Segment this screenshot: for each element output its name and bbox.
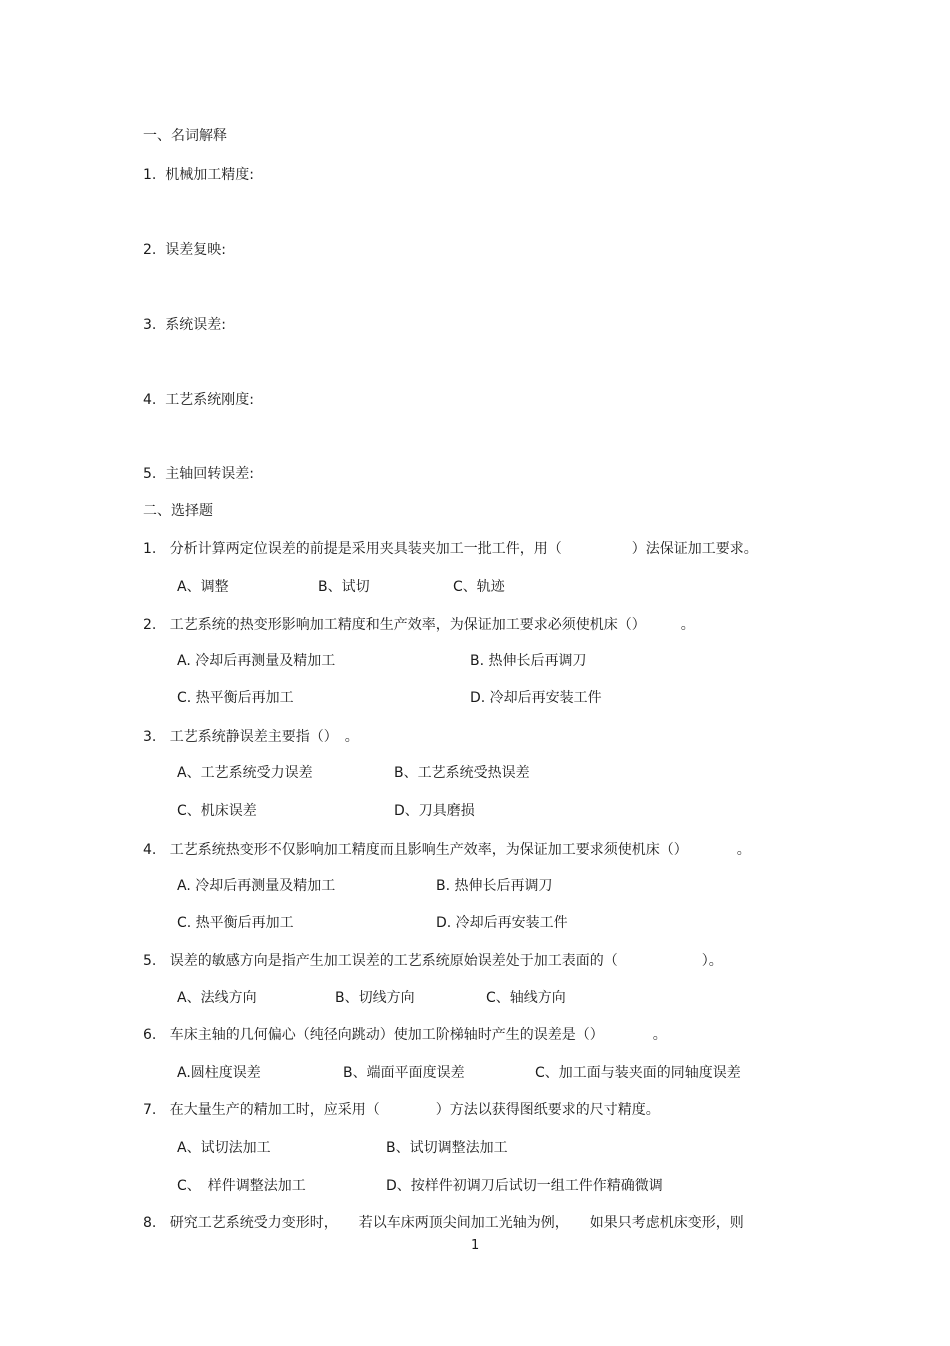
question-text: 在大量生产的精加工时，应采用（ ）方法以获得图纸要求的尺寸精度。 (169, 1102, 660, 1118)
option-c: C、加工面与装夹面的同轴度误差 (535, 1065, 741, 1081)
option-c: C、 样件调整法加工 (177, 1178, 306, 1194)
question-number: 3. (143, 729, 157, 745)
option-a: A、试切法加工 (177, 1140, 271, 1156)
option-b: B、试切调整法加工 (386, 1140, 508, 1156)
option-d: D、按样件初调刀后试切一组工件作精确微调 (386, 1178, 663, 1194)
section-heading: 二、选择题 (143, 503, 213, 519)
option-a: A. 冷却后再测量及精加工 (177, 653, 336, 669)
question-number: 1. (143, 541, 157, 557)
term-item (143, 241, 226, 259)
option-d: D. 冷却后再安装工件 (436, 915, 568, 931)
question-text: 工艺系统热变形不仅影响加工精度而且影响生产效率，为保证加工要求须使机床（） 。 (169, 842, 751, 858)
option-c: C. 热平衡后再加工 (177, 915, 294, 931)
question (143, 728, 359, 746)
question-number: 2. (143, 617, 157, 633)
option-b: B、端面平面度误差 (343, 1065, 465, 1081)
option-d: D. 冷却后再安装工件 (470, 690, 602, 706)
option-d: D、刀具磨损 (394, 803, 475, 819)
question (143, 616, 695, 634)
term-number: 3. (143, 317, 157, 333)
term-text: 工艺系统刚度: (165, 392, 254, 408)
option-a: A、工艺系统受力误差 (177, 765, 313, 781)
question-text: 车床主轴的几何偏心（纯径向跳动）使加工阶梯轴时产生的误差是（） 。 (169, 1027, 667, 1043)
term-number: 4. (143, 392, 157, 408)
term-item (143, 465, 254, 483)
question-text: 研究工艺系统受力变形时， 若以车床两顶尖间加工光轴为例， 如果只考虑机床变形，则 (169, 1215, 744, 1231)
question (143, 952, 723, 970)
option-b: B、切线方向 (335, 990, 415, 1006)
option-b: B、工艺系统受热误差 (394, 765, 530, 781)
option-b: B. 热伸长后再调刀 (436, 878, 553, 894)
term-item (143, 166, 254, 184)
term-number: 5. (143, 466, 157, 482)
question (143, 1026, 667, 1044)
term-number: 2. (143, 242, 157, 258)
option-a: A、调整 (177, 579, 229, 595)
question-text: 工艺系统静误差主要指（） 。 (169, 729, 359, 745)
question (143, 1101, 660, 1119)
term-text: 误差复映: (165, 242, 226, 258)
term-item (143, 316, 226, 334)
term-number: 1. (143, 167, 157, 183)
option-b: B. 热伸长后再调刀 (470, 653, 587, 669)
option-c: C、轨迹 (453, 579, 505, 595)
question-number: 5. (143, 953, 157, 969)
question-text: 分析计算两定位误差的前提是采用夹具装夹加工一批工件，用（ ）法保证加工要求。 (169, 541, 758, 557)
question-number: 8. (143, 1215, 157, 1231)
term-text: 主轴回转误差: (165, 466, 254, 482)
term-text: 系统误差: (165, 317, 226, 333)
question-number: 7. (143, 1102, 157, 1118)
option-a: A、法线方向 (177, 990, 257, 1006)
term-text: 机械加工精度: (165, 167, 254, 183)
option-c: C、机床误差 (177, 803, 257, 819)
option-a: A. 冷却后再测量及精加工 (177, 878, 336, 894)
question-text: 工艺系统的热变形影响加工精度和生产效率，为保证加工要求必须使机床（） 。 (169, 617, 695, 633)
question-text: 误差的敏感方向是指产生加工误差的工艺系统原始误差处于加工表面的（ ）。 (169, 953, 723, 969)
term-item (143, 391, 254, 409)
option-c: C. 热平衡后再加工 (177, 690, 294, 706)
question (143, 1214, 744, 1232)
option-b: B、试切 (318, 579, 370, 595)
page-number: 1 (471, 1238, 480, 1253)
question-number: 4. (143, 842, 157, 858)
question (143, 540, 758, 558)
question (143, 841, 751, 859)
option-c: C、轴线方向 (486, 990, 566, 1006)
question-number: 6. (143, 1027, 157, 1043)
section-heading: 一、名词解释 (143, 128, 227, 144)
option-a: A.圆柱度误差 (177, 1065, 261, 1081)
